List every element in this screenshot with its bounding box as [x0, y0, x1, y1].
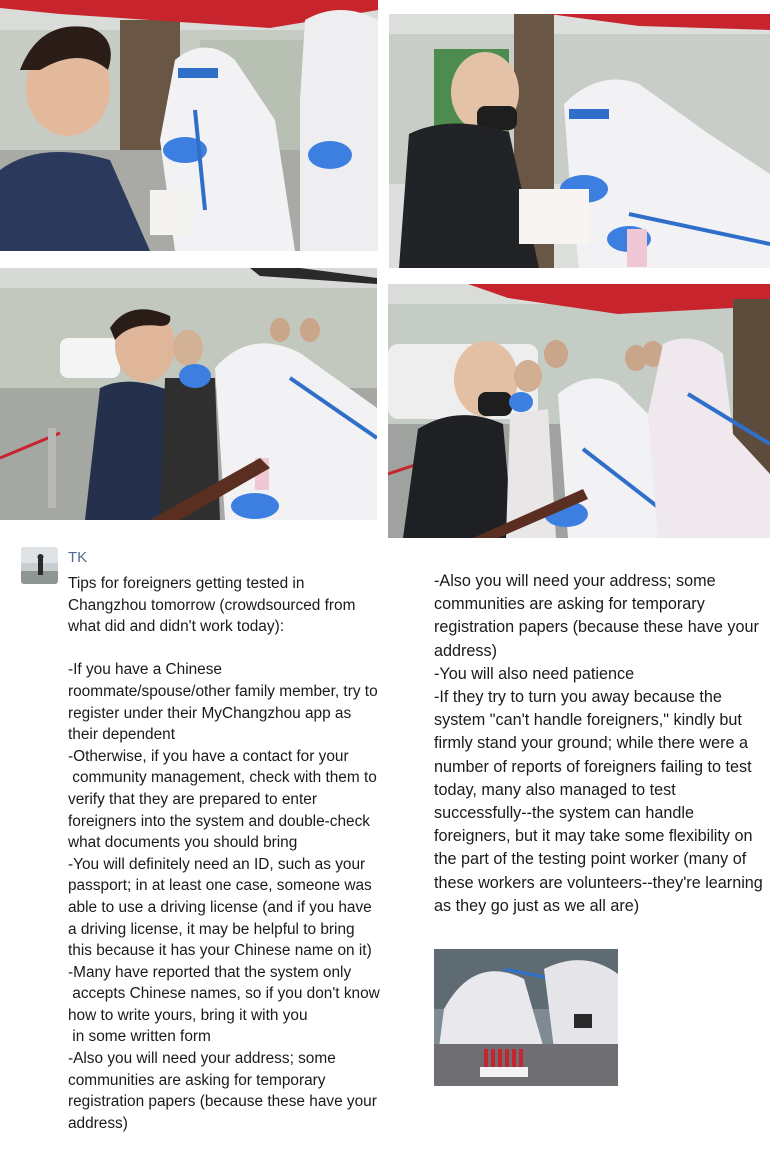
post-left-column [0, 540, 385, 1176]
user-avatar-photo-icon [21, 547, 58, 584]
photo-teen-swabbed[interactable] [0, 268, 377, 520]
attached-photo-thumbnail[interactable] [434, 949, 618, 1086]
post-text-part-2: -Also you will need your address; some communities are asking for temporary registration papers (because these have your address) -You will also need patience -If they try to turn you away because the system "can't handle foreigners," kindly but firmly stand your ground; while there were a number of reports of foreigners failing to test today, many also managed to test successfully--the system can handle foreigners, but it may take some flexibility on the part of the testing point worker (many of these workers are volunteers--they're learning as they go just as we all are) [434, 572, 763, 915]
post-text-part-1: Tips for foreigners getting tested in Changzhou tomorrow (crowdsourced from what did and didn't work today): -If you have a Chinese roommate/spouse/other family member, try to register under their MyChangzhou app as their dependent -Otherwise, if you have a contact for your community management, check with them to verify that they are prepared to enter foreigners into the system and double-check what documents you should bring -You will definitely need an ID, such as your passport; in at least one case, someone was able to use a driving license (and if you have a driving license, it may be helpful to bring this because it has your Chinese name on it) -Many have reported that the system only accepts Chinese names, so if you don't know how to write yours, bring it with you in some written form -Also you will need your address; some communities are asking for temporary registration papers (because these have your address) [68, 575, 380, 1132]
photo-man-registering[interactable] [389, 14, 770, 268]
post-right-column [385, 540, 770, 1176]
photo-teen-waiting-test[interactable] [0, 0, 378, 251]
photo-man-swabbed[interactable] [388, 284, 770, 538]
author-avatar[interactable] [21, 547, 58, 584]
author-name[interactable]: TK [68, 549, 88, 566]
